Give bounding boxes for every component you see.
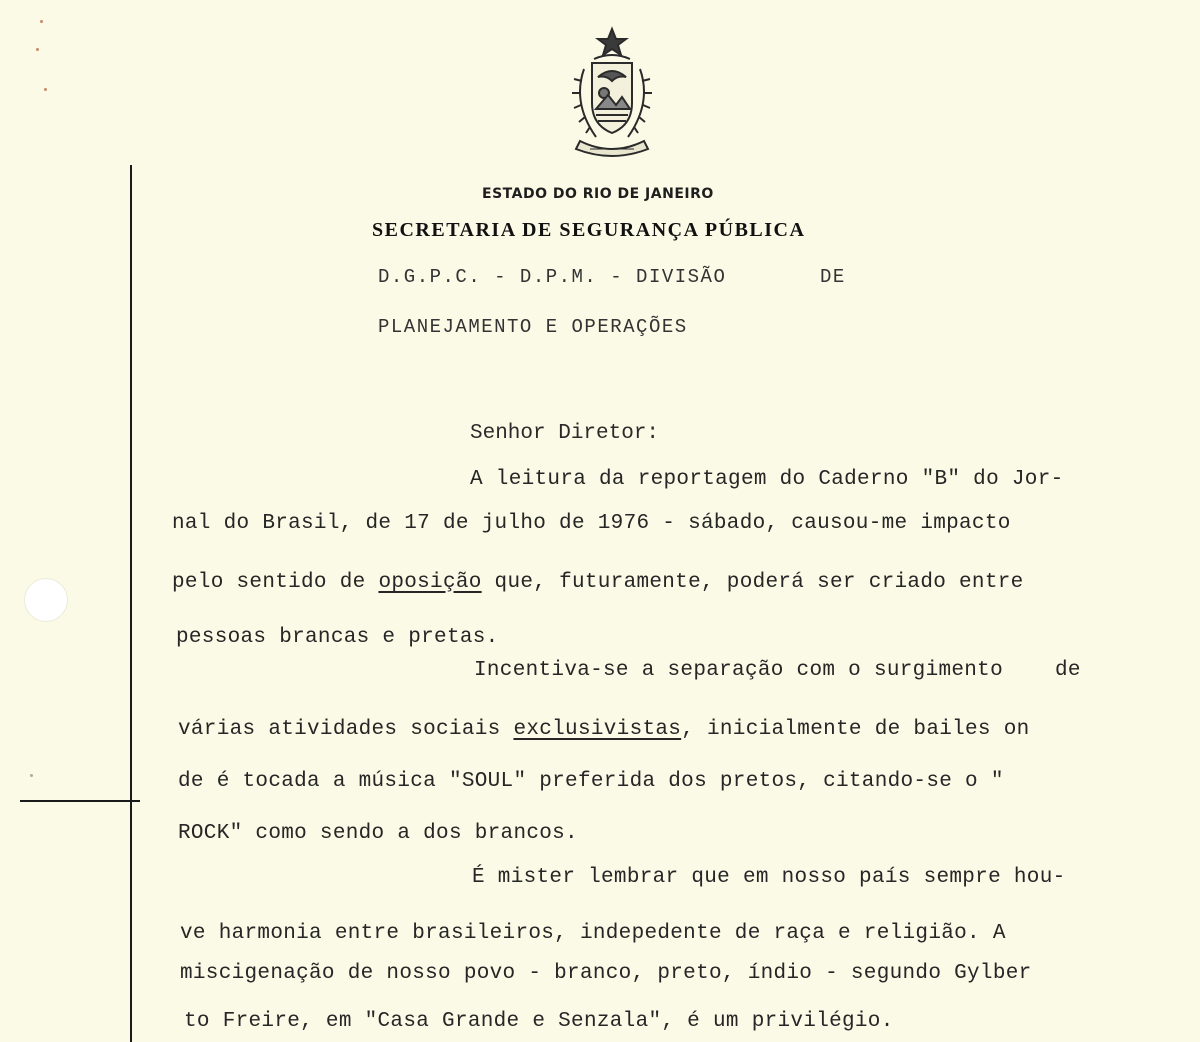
p2-line-1-a: Incentiva-se a separação com o surgimento [474, 659, 1003, 682]
letterhead-planejamento: PLANEJAMENTO E OPERAÇÕES [378, 316, 688, 338]
underlined-word-exclusivistas: exclusivistas [513, 718, 682, 741]
p1-line-1: A leitura da reportagem do Caderno "B" do Jor- [470, 468, 1064, 491]
paper-speck [44, 88, 47, 91]
p1-line-4: pessoas brancas e pretas. [176, 626, 499, 649]
p2-line-2-b: , inicialmente de bailes on [681, 718, 1030, 741]
paper-speck [36, 48, 39, 51]
margin-rule-horizontal [20, 800, 140, 802]
letterhead-state: ESTADO DO RIO DE JANEIRO [482, 186, 714, 202]
p1-line-2: nal do Brasil, de 17 de julho de 1976 - sábado, causou-me impacto [172, 512, 1011, 535]
underlined-word-oposicao: oposição [378, 571, 482, 594]
salutation: Senhor Diretor: [470, 422, 660, 445]
p1-line-3-b: que, futuramente, poderá ser criado entre [481, 571, 1024, 594]
p3-line-2: ve harmonia entre brasileiros, indepedente de raça e religião. A [180, 922, 1006, 945]
letterhead-division-text: D.G.P.C. - D.P.M. - DIVISÃO [378, 266, 727, 288]
p1-line-3 [172, 571, 1024, 594]
paper-speck [30, 774, 33, 777]
p3-line-4: to Freire, em "Casa Grande e Senzala", é um privilégio. [184, 1010, 894, 1033]
letterhead-division [378, 266, 846, 288]
p2-line-4: ROCK" como sendo a dos brancos. [178, 822, 578, 845]
p3-line-3: miscigenação de nosso povo - branco, preto, índio - segundo Gylber [180, 962, 1032, 985]
paper-speck [40, 20, 43, 23]
punch-hole [24, 578, 68, 622]
p2-line-3: de é tocada a música "SOUL" preferida dos pretos, citando-se o " [178, 770, 1004, 793]
p2-line-2 [178, 718, 1030, 741]
p3-line-1: É mister lembrar que em nosso país sempre hou- [472, 866, 1066, 889]
letterhead-secretaria: SECRETARIA DE SEGURANÇA PÚBLICA [372, 219, 806, 241]
letterhead-division-de: DE [820, 266, 846, 288]
p2-line-1-b: de [1054, 659, 1081, 682]
p2-line-2-a: várias atividades sociais [178, 718, 514, 741]
p2-line-1 [474, 659, 1081, 682]
p1-line-3-a: pelo sentido de [172, 571, 379, 594]
margin-rule-vertical [130, 165, 132, 1042]
coat-of-arms-seal-icon [556, 25, 668, 159]
